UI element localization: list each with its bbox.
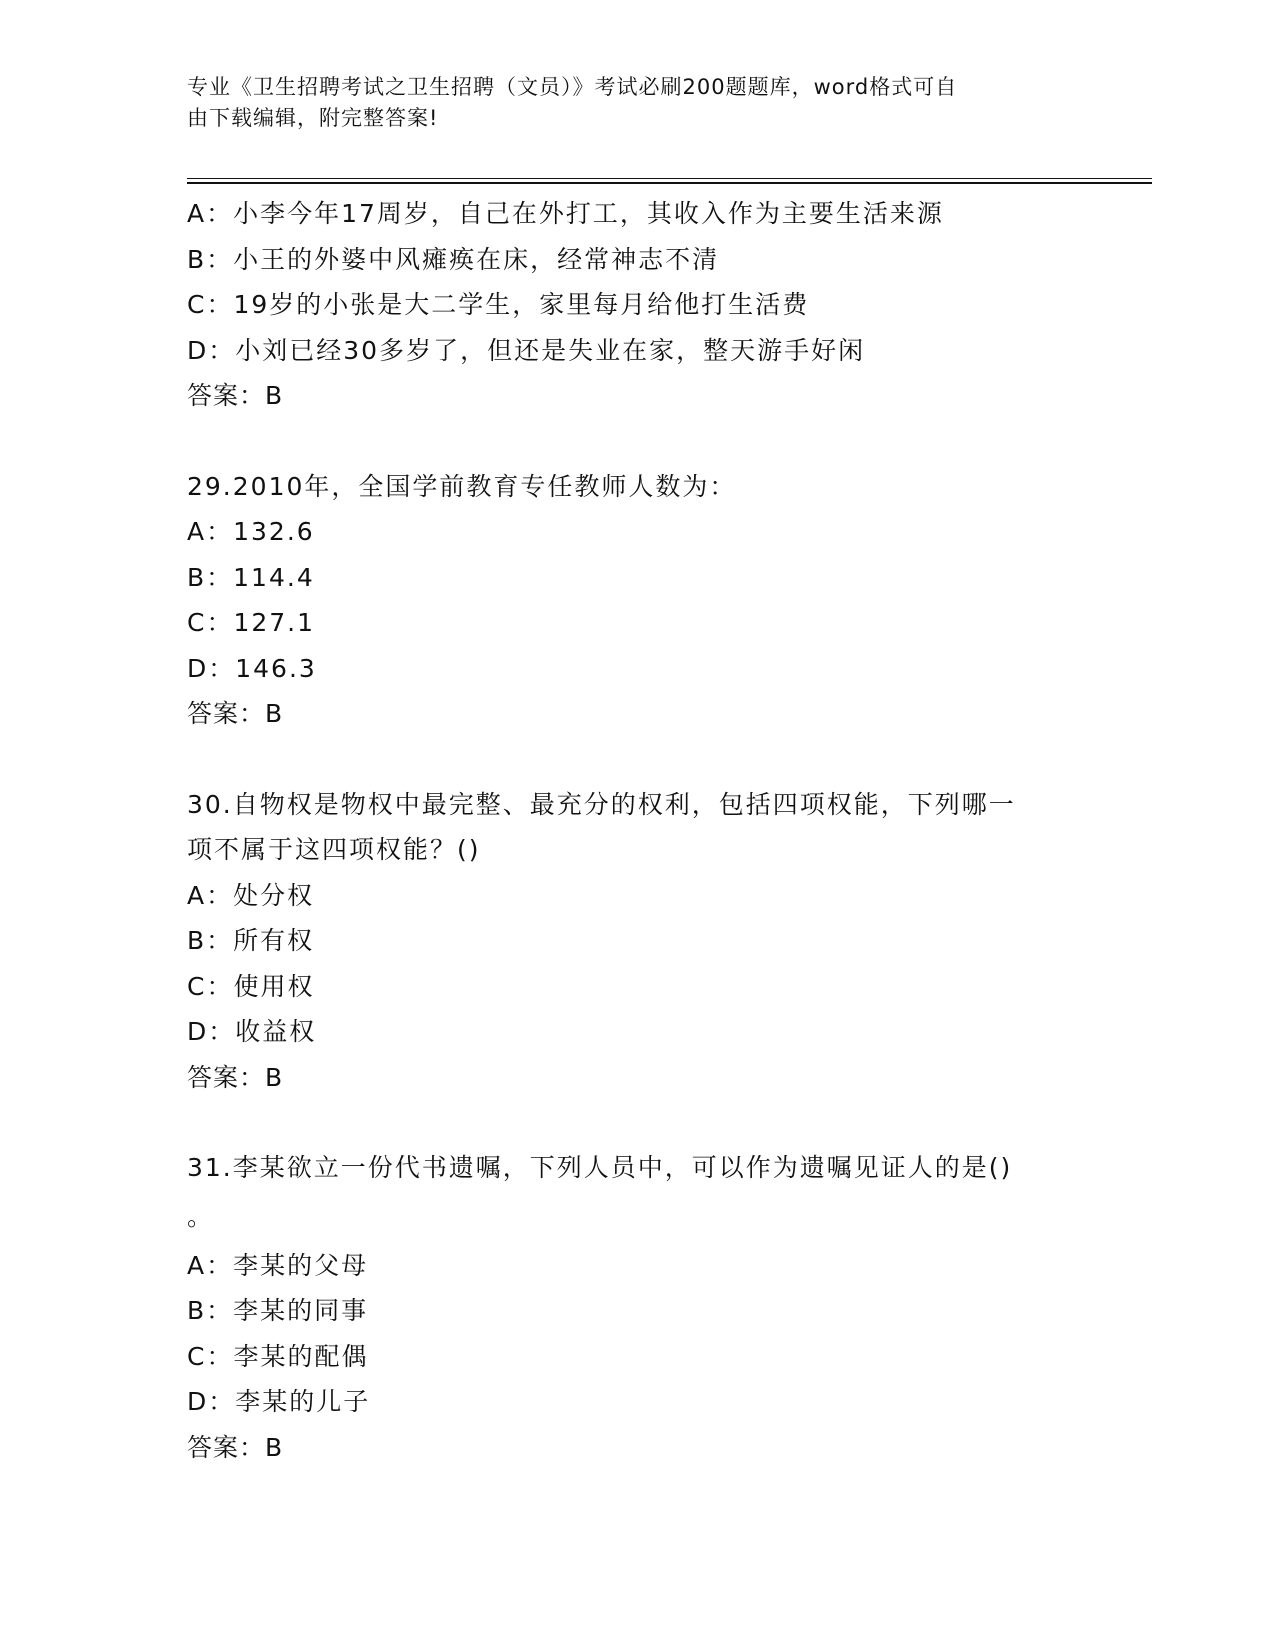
answer: 答案：B — [187, 381, 284, 410]
option-c: C：127.1 — [187, 608, 316, 637]
option-d: D：李某的儿子 — [187, 1387, 371, 1416]
header-divider-thick — [187, 182, 1152, 184]
document-header — [187, 72, 1067, 134]
question-30 — [187, 782, 1087, 1101]
answer: 答案：B — [187, 1432, 284, 1462]
spacer — [187, 1100, 1087, 1145]
question-31 — [187, 1145, 1087, 1470]
header-line-2: 由下载编辑，附完整答案! — [187, 106, 439, 130]
question-title: 29.2010年，全国学前教育专任教师人数为： — [187, 471, 737, 501]
question-29 — [187, 464, 1087, 737]
option-d: D：146.3 — [187, 653, 317, 683]
option-c: C：使用权 — [187, 971, 315, 1001]
question-title-line-2: 。 — [187, 1201, 215, 1231]
option-c: C：李某的配偶 — [187, 1341, 369, 1371]
question-28 — [187, 191, 1087, 419]
spacer — [187, 419, 1087, 464]
option-c: C：19岁的小张是大二学生，家里每月给他打生活费 — [187, 290, 810, 319]
option-a: A：处分权 — [187, 880, 315, 910]
question-title-line-2: 项不属于这四项权能？() — [187, 835, 481, 864]
option-a: A：小李今年17周岁，自己在外打工，其收入作为主要生活来源 — [187, 199, 944, 228]
option-b: B：114.4 — [187, 562, 315, 592]
header-divider-thin — [187, 178, 1152, 179]
spacer — [187, 737, 1087, 782]
answer: 答案：B — [187, 699, 284, 728]
option-a: A：李某的父母 — [187, 1250, 369, 1280]
question-list — [187, 191, 1087, 1470]
option-d: D：小刘已经30多岁了，但还是失业在家，整天游手好闲 — [187, 335, 866, 365]
question-title-line-1: 31.李某欲立一份代书遗嘱，下列人员中，可以作为遗嘱见证人的是() — [187, 1153, 1013, 1182]
option-b: B：所有权 — [187, 926, 315, 955]
answer: 答案：B — [187, 1062, 284, 1092]
question-title-line-1: 30.自物权是物权中最完整、最充分的权利，包括四项权能，下列哪一 — [187, 789, 1016, 819]
option-a: A：132.6 — [187, 517, 315, 546]
option-b: B：小王的外婆中风瘫痪在床，经常神志不清 — [187, 244, 720, 274]
header-line-1: 专业《卫生招聘考试之卫生招聘（文员）》考试必刷200题题库，word格式可自 — [187, 75, 958, 99]
option-b: B：李某的同事 — [187, 1296, 369, 1325]
option-d: D：收益权 — [187, 1017, 317, 1046]
